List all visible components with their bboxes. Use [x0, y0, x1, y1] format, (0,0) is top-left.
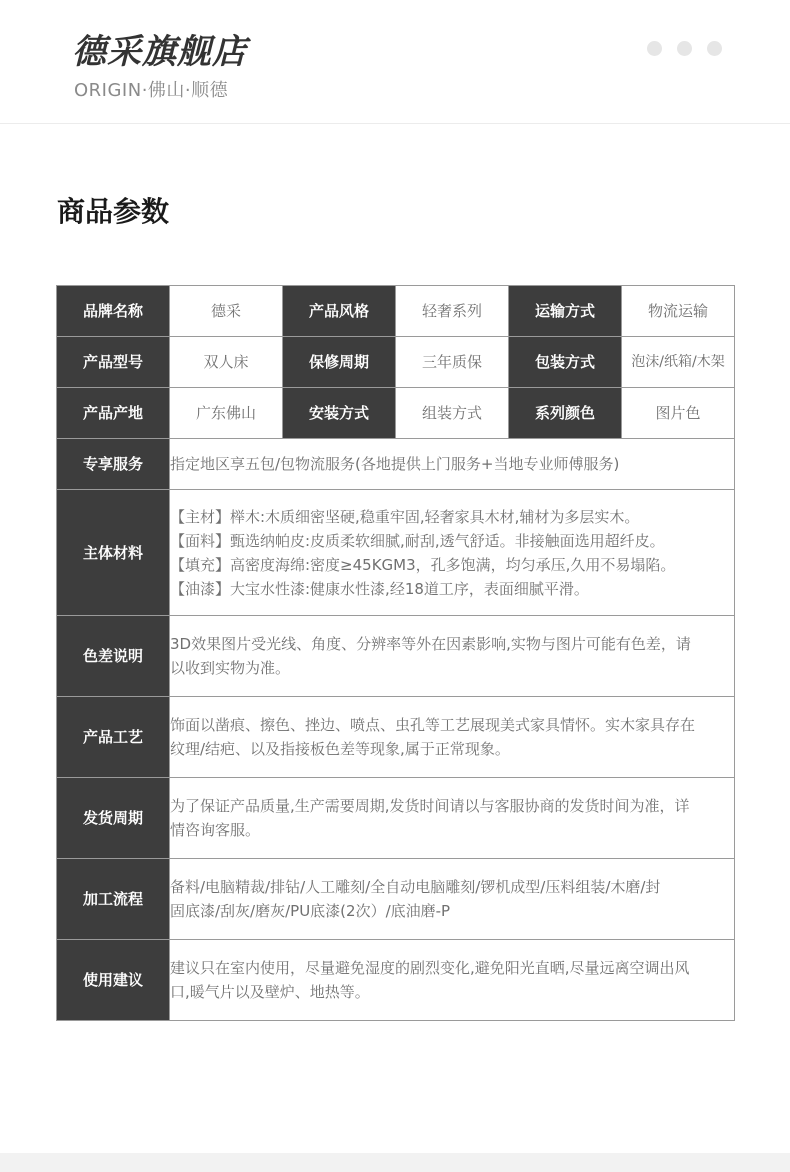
dot-icon[interactable]: [677, 41, 692, 56]
table-row: [57, 337, 735, 388]
table-row: [57, 439, 735, 490]
param-label: 安装方式: [283, 388, 396, 439]
param-label: 运输方式: [509, 286, 622, 337]
color-diff-label: 色差说明: [57, 616, 170, 697]
params-table: [56, 285, 735, 1021]
param-value: 组装方式: [396, 388, 509, 439]
desc-line: 3D效果图片受光线、角度、分辨率等外在因素影响,实物与图片可能有色差，请: [170, 635, 691, 653]
desc-line: 【面料】甄选纳帕皮:皮质柔软细腻,耐刮,透气舒适。非接触面选用超纤皮。: [170, 531, 665, 550]
main-material-desc: [170, 490, 735, 616]
brand-origin: ORIGIN·佛山·顺德: [74, 80, 229, 101]
param-label: 品牌名称: [57, 286, 170, 337]
process-desc: [170, 859, 735, 940]
param-value: 广东佛山: [170, 388, 283, 439]
dot-icon[interactable]: [647, 41, 662, 56]
param-value: 三年质保: [396, 337, 509, 388]
brand-name: 德采旗舰店: [72, 32, 247, 72]
param-label: 包装方式: [509, 337, 622, 388]
desc-line: 为了保证产品质量,生产需要周期,发货时间请以与客服协商的发货时间为准，详: [170, 797, 690, 815]
exclusive-service-label: 专享服务: [57, 439, 170, 490]
param-label: 产品产地: [57, 388, 170, 439]
table-row: [57, 286, 735, 337]
table-row: [57, 778, 735, 859]
store-header: [0, 0, 790, 124]
table-row: [57, 490, 735, 616]
exclusive-service-value: 指定地区享五包/包物流服务(各地提供上门服务+当地专业师傅服务): [170, 439, 735, 490]
desc-line: 备料/电脑精裁/排钻/人工雕刻/全自动电脑雕刻/锣机成型/压料组装/木磨/封: [170, 878, 661, 896]
dot-icon[interactable]: [707, 41, 722, 56]
desc-line: 【主材】榉木:木质细密坚硬,稳重牢固,轻奢家具木材,辅材为多层实木。: [170, 507, 640, 526]
section-title: 商品参数: [57, 195, 170, 228]
desc-line: 纹理/结疤、以及指接板色差等现象,属于正常现象。: [170, 740, 510, 758]
desc-line: 情咨询客服。: [170, 821, 261, 839]
footer-band: [0, 1153, 790, 1172]
desc-line: 饰面以凿痕、擦色、挫边、喷点、虫孔等工艺展现美式家具情怀。实木家具存在: [170, 716, 696, 734]
param-value: 图片色: [622, 388, 735, 439]
table-row: [57, 616, 735, 697]
shipping-cycle-label: 发货周期: [57, 778, 170, 859]
table-row: [57, 388, 735, 439]
param-value: 德采: [170, 286, 283, 337]
table-row: [57, 940, 735, 1021]
param-value: 物流运输: [622, 286, 735, 337]
shipping-cycle-desc: [170, 778, 735, 859]
param-label: 系列颜色: [509, 388, 622, 439]
pagination-dots: [647, 41, 722, 56]
param-value: 泡沫/纸箱/木架: [622, 337, 735, 388]
param-value: 轻奢系列: [396, 286, 509, 337]
usage-label: 使用建议: [57, 940, 170, 1021]
param-label: 产品风格: [283, 286, 396, 337]
param-label: 保修周期: [283, 337, 396, 388]
craft-desc: [170, 697, 735, 778]
desc-line: 【油漆】大宝水性漆:健康水性漆,经18道工序，表面细腻平滑。: [170, 579, 589, 598]
table-row: [57, 697, 735, 778]
param-value: 双人床: [170, 337, 283, 388]
craft-label: 产品工艺: [57, 697, 170, 778]
desc-line: 口,暖气片以及壁炉、地热等。: [170, 983, 370, 1001]
process-label: 加工流程: [57, 859, 170, 940]
param-label: 产品型号: [57, 337, 170, 388]
desc-line: 固底漆/刮灰/磨灰/PU底漆(2次）/底油磨-P: [170, 902, 451, 920]
main-material-label: 主体材料: [57, 490, 170, 616]
usage-desc: [170, 940, 735, 1021]
table-row: [57, 859, 735, 940]
desc-line: 以收到实物为准。: [170, 659, 291, 677]
desc-line: 【填充】高密度海绵:密度≥45KGM3，孔多饱满，均匀承压,久用不易塌陷。: [170, 555, 676, 574]
color-diff-desc: [170, 616, 735, 697]
desc-line: 建议只在室内使用，尽量避免湿度的剧烈变化,避免阳光直晒,尽量远离空调出风: [170, 959, 690, 977]
